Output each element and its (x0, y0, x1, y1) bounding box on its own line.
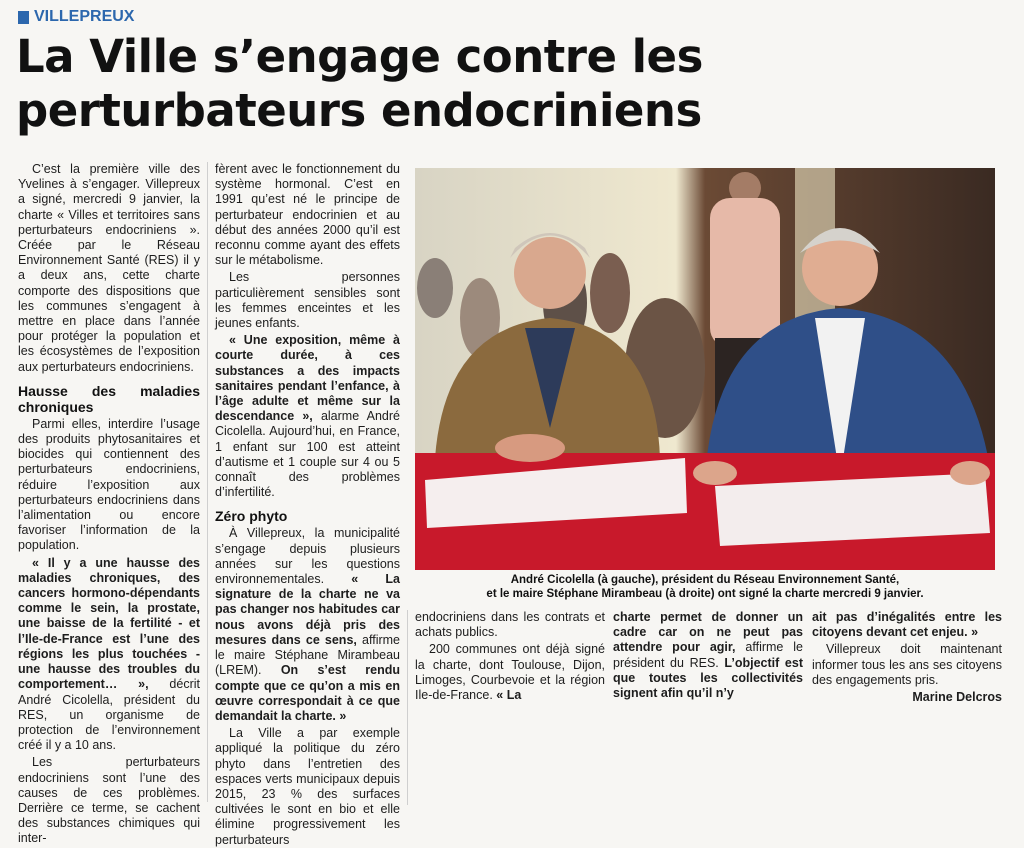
article-photo (415, 168, 995, 570)
quote: « Une exposition, même à courte durée, à ces substances a des impacts sanitaires pendant l’enfance, à l’âge adulte et même sur la descendance », (215, 333, 400, 424)
paragraph (215, 333, 400, 500)
quote: « La signature de la charte ne va pas changer nos habitudes car nous avons déjà pris des mesures dans ce sens, (215, 572, 400, 647)
paragraph: Parmi elles, interdire l’usage des produits phytosanitaires et biocides qui contiennent des perturbateurs endocriniens, réduire l’exposition aux perturbateurs endocriniens dans l’alimentation ou encore favoriser l’information de la population. (18, 416, 200, 553)
quote-attribution: affirme le maire Stéphane Mirambeau (LREM). (215, 632, 400, 678)
column-divider (207, 162, 208, 802)
column-divider (407, 610, 408, 805)
paragraph (415, 642, 605, 703)
paragraph (613, 610, 803, 701)
article-column-5 (812, 610, 1002, 710)
paragraph-text: À Villepreux, la municipalité s’engage depuis plusieurs années sur les questions environnementales. (215, 526, 400, 587)
caption-line: et le maire Stéphane Mirambeau (à droite) ont signé la charte mercredi 9 janvier. (486, 588, 924, 600)
paragraph: fèrent avec le fonctionnement du système hormonal. C’est en 1991 qu’est né le principe de perturbateur endocrinien et au début des années 2000 qu’il est reconnu comme ayant des effets sur le métabolisme. (215, 162, 400, 268)
quote-attribution: affirme le président du RES. (613, 640, 803, 670)
quote-attribution: décrit André Cicolella, président du RES, un organisme de protection de l’environnement créé il y a 10 ans. (18, 677, 200, 753)
paragraph: Villepreux doit maintenant informer tous les ans ses citoyens des engagements pris. (812, 642, 1002, 687)
subheading: Hausse des maladies chroniques (18, 382, 200, 415)
paragraph-text: 200 communes ont déjà signé la charte, dont Toulouse, Dijon, Limoges, Courbevoie et la région Ile-de-France. (415, 642, 605, 703)
quote-attribution: alarme André Cicolella. Aujourd’hui, en France, 1 enfant sur 100 est atteint d’autisme et 1 couple sur 4 ou 5 connaît des problèmes d’infertilité. (215, 409, 400, 500)
paragraph (18, 556, 200, 754)
article-column-2 (215, 162, 400, 847)
paragraph: ait pas d’inégalités entre les citoyens devant cet enjeu. » (812, 610, 1002, 640)
kicker-square-icon (18, 11, 29, 24)
quote: On s’est rendu compte que ce qu’on a mis en œuvre correspondait à ce que demandait la charte. » (215, 663, 400, 723)
paragraph: Les perturbateurs endocriniens sont l’une des causes de ces problèmes. Derrière ce terme, se cachent des substances chimiques qui inter- (18, 755, 200, 846)
article-column-1 (18, 162, 200, 846)
photo-illustration (415, 168, 995, 570)
kicker-label: VILLEPREUX (34, 8, 135, 25)
paragraph: C’est la première ville des Yvelines à s’engager. Villepreux a signé, mercredi 9 janvier, la charte « Villes et territoires sans perturbateurs endocriniens ». Créée par le Réseau Environnement Santé (RES) il y a deux ans, cette charte comporte des dispositions que les communes s’engagent à mettre en place dans l’année pour protéger la population et les écosystèmes de l’exposition aux perturbateurs endocriniens. (18, 162, 200, 374)
paragraph: endocriniens dans les contrats et achats publics. (415, 610, 605, 640)
article-headline: La Ville s’engage contre les perturbateurs endocriniens (16, 30, 703, 137)
author-signature: Marine Delcros (912, 690, 1002, 705)
quote: « La (496, 688, 522, 703)
caption-line: André Cicolella (à gauche), président du Réseau Environnement Santé, (510, 574, 900, 586)
paragraph: La Ville a par exemple appliqué la politique du zéro phyto dans l’entretien des espaces verts municipaux depuis 2015, 23 % des surfaces cultivées le sont en bio et elle élimine progressivement les perturbateurs (215, 726, 400, 847)
quote: L’objectif est que toutes les collectivités signent afin qu’il n’y (613, 655, 803, 701)
quote: « Il y a une hausse des maladies chroniques, des cancers hormono-dépendants comme le sein, la prostate, une baisse de la fertilité - et l’Ile-de-France est l’une des régions les plus touchées - une hausse des troubles du comportement… », (18, 555, 200, 692)
article-column-3 (415, 610, 605, 710)
article-column-4 (613, 610, 803, 710)
section-kicker (18, 6, 134, 28)
paragraph (215, 526, 400, 724)
quote: charte permet de donner un cadre car on ne peut pas attendre pour agir, (613, 610, 803, 655)
photo-caption (415, 573, 995, 601)
subheading: Zéro phyto (215, 508, 288, 525)
paragraph: Les personnes particulièrement sensibles sont les femmes enceintes et les jeunes enfants. (215, 270, 400, 331)
